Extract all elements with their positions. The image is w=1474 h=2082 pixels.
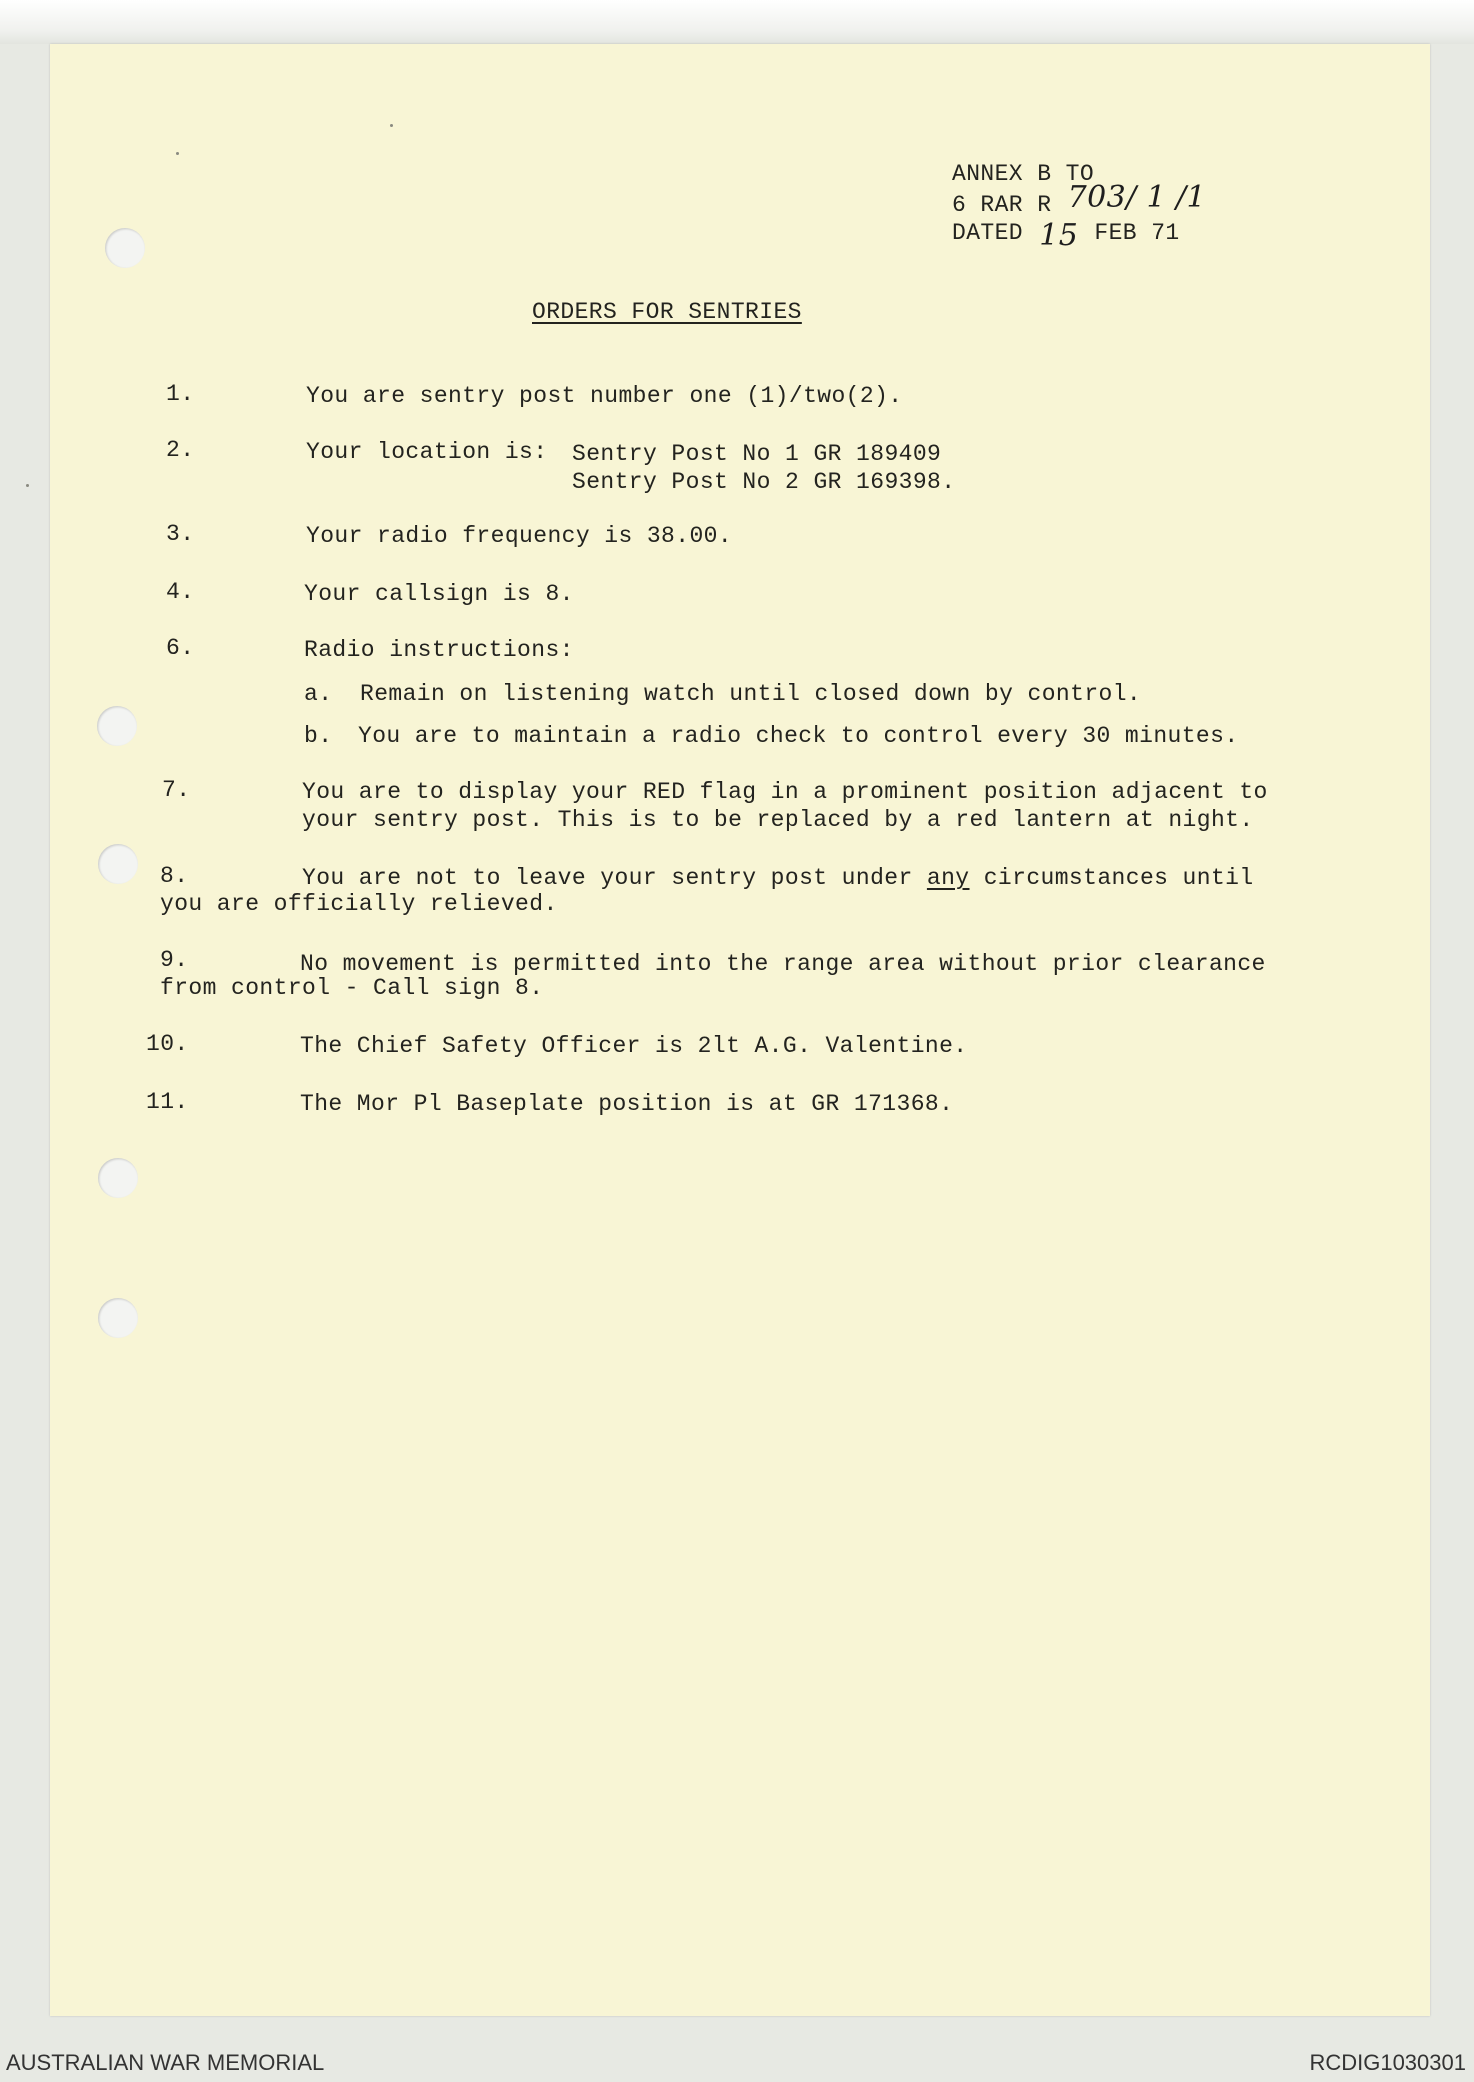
item-6b-text: You are to maintain a radio check to control every 30 minutes. xyxy=(358,723,1239,749)
item-6a-text: Remain on listening watch until closed down by control. xyxy=(360,681,1142,707)
item-8-text-b: circumstances until xyxy=(969,865,1254,891)
item-9-line-2: from control - Call sign 8. xyxy=(160,975,544,1001)
item-8-number: 8. xyxy=(160,863,189,889)
document-page xyxy=(50,44,1430,2016)
item-3-number: 3. xyxy=(166,521,195,547)
page-title: ORDERS FOR SENTRIES xyxy=(532,299,802,325)
paper-speck xyxy=(26,484,29,487)
item-9-number: 9. xyxy=(160,947,189,973)
top-strip xyxy=(0,0,1474,44)
item-2-number: 2. xyxy=(166,437,195,463)
item-6b-label: b. xyxy=(304,723,333,749)
item-9-line-1: No movement is permitted into the range area without prior clearance xyxy=(300,951,1266,977)
annex-line-2 xyxy=(952,180,1206,219)
item-7-number: 7. xyxy=(162,777,191,803)
paper-speck xyxy=(176,152,179,155)
annex-ref-prefix: 6 RAR R xyxy=(952,192,1052,218)
item-6a-label: a. xyxy=(304,681,333,707)
annex-date-suffix: FEB 71 xyxy=(1094,220,1180,246)
item-6-number: 6. xyxy=(166,635,195,661)
item-11-text: The Mor Pl Baseplate position is at GR 171368. xyxy=(300,1091,954,1117)
item-7-line-2: your sentry post. This is to be replaced by a red lantern at night. xyxy=(302,807,1254,833)
punch-hole xyxy=(97,706,137,746)
annex-dated-label: DATED xyxy=(952,220,1024,246)
punch-hole xyxy=(98,1298,138,1338)
item-2-label: Your location is: xyxy=(306,439,548,465)
item-10-number: 10. xyxy=(146,1031,189,1057)
item-3-text: Your radio frequency is 38.00. xyxy=(306,523,733,549)
punch-hole xyxy=(105,228,145,268)
item-10-text: The Chief Safety Officer is 2lt A.G. Valentine. xyxy=(300,1033,968,1059)
annex-line-3 xyxy=(952,216,1180,253)
footer-record-id: RCDIG1030301 xyxy=(1309,2050,1466,2075)
item-6-text: Radio instructions: xyxy=(304,637,574,663)
annex-ref-handwritten: 703/ 1 /1 xyxy=(1067,180,1206,215)
item-8-underlined-word: any xyxy=(926,865,970,891)
footer-archive-name: AUSTRALIAN WAR MEMORIAL xyxy=(6,2050,325,2075)
item-1-number: 1. xyxy=(166,381,195,407)
item-4-text: Your callsign is 8. xyxy=(304,581,574,607)
paper-speck xyxy=(390,124,393,127)
punch-hole xyxy=(98,844,138,884)
item-1-text: You are sentry post number one (1)/two(2). xyxy=(306,383,903,409)
item-8-line-1 xyxy=(302,864,1254,892)
item-8-line-2: you are officially relieved. xyxy=(160,891,558,917)
item-11-number: 11. xyxy=(146,1089,189,1115)
annex-date-handwritten: 15 xyxy=(1039,218,1079,253)
annex-line-1: ANNEX B TO xyxy=(952,161,1095,187)
item-2-location-1: Sentry Post No 1 GR 189409 xyxy=(572,441,942,467)
item-4-number: 4. xyxy=(166,579,195,605)
punch-hole xyxy=(98,1158,138,1198)
item-7-line-1: You are to display your RED flag in a prominent position adjacent to xyxy=(302,779,1268,805)
item-8-text-a: You are not to leave your sentry post under xyxy=(302,865,927,891)
item-2-location-2: Sentry Post No 2 GR 169398. xyxy=(572,469,956,495)
